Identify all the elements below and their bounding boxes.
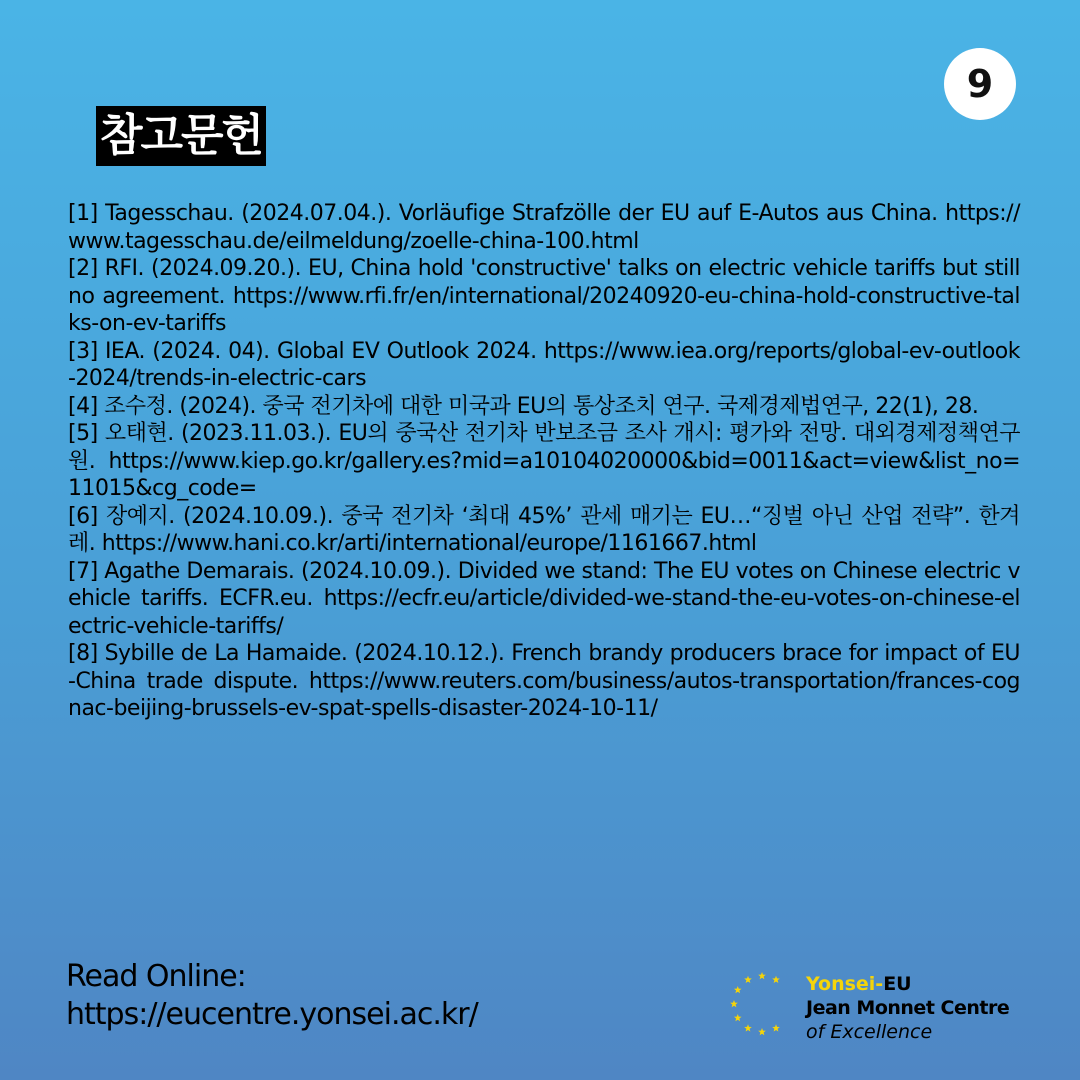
reference-text: [3] IEA. (2024. 04). Global EV Outlook 2024. [68,338,544,364]
page-title-box [96,106,266,166]
reference-item [68,338,1020,393]
eu-stars-icon [726,968,798,1040]
star-icon [772,1024,780,1031]
reference-list [68,200,1020,723]
reference-url[interactable]: https://ecfr.eu/article/divided-we-stand-the-eu-votes-on-chinese-electric-vehicle-tariffs/ [68,586,1020,639]
star-icon [772,976,780,983]
reference-url[interactable]: https://www.hani.co.kr/arti/international/europe/1161667.html [101,531,757,556]
logo-yonsei-text: Yonsei- [806,973,884,995]
reference-url[interactable]: https://www.kiep.go.kr/gallery.es?mid=a10104020000&bid=0011&act=view&list_no=11015&cg_code= [68,448,1020,501]
reference-text: [2] RFI. (2024.09.20.). EU, China hold 'constructive' talks on electric vehicle tariffs but still no agreement. [68,256,1020,309]
star-icon [734,986,742,993]
read-online-block [66,958,478,1034]
reference-url[interactable]: https://www.tagesschau.de/eilmeldung/zoelle-china-100.html [68,201,1020,254]
reference-url[interactable]: https://www.reuters.com/business/autos-transportation/frances-cognac-beijing-brussels-ev-spat-spells-disaster-2024-10-11/ [68,668,1020,721]
logo-line-yonsei-eu [806,972,1009,996]
logo-eu-text: EU [883,973,912,995]
yonsei-eu-logo [726,968,1046,1048]
reference-item [68,640,1020,723]
reference-item [68,558,1020,641]
reference-text: [7] Agathe Demarais. (2024.10.09.). Divided we stand: The EU votes on Chinese electric vehicle tariffs. ECFR.eu. [68,558,1020,611]
reference-text: [4] 조수정. (2024). 중국 전기차에 대한 미국과 EU의 통상조치 연구. 국제경제법연구, 22(1), 28. [68,393,979,419]
reference-url[interactable]: https://www.rfi.fr/en/international/20240920-eu-china-hold-constructive-talks-on-ev-tariffs [68,283,1020,336]
reference-item [68,393,1020,421]
read-online-label: Read Online: [66,959,246,994]
logo-line-excellence: of Excellence [806,1021,933,1043]
logo-line-jean-monnet: Jean Monnet Centre [806,997,1010,1019]
reference-item [68,503,1020,558]
star-icon [744,1024,752,1031]
star-icon [734,1014,742,1021]
read-online-link[interactable]: https://eucentre.yonsei.ac.kr/ [66,997,478,1032]
page-title: 참고문헌 [100,110,263,161]
page-number: 9 [966,62,994,106]
reference-item [68,255,1020,338]
reference-item [68,200,1020,255]
page-number-badge [944,48,1016,120]
reference-text: [1] Tagesschau. (2024.07.04.). Vorläufige Strafzölle der EU auf E-Autos aus China. [68,201,946,226]
star-icon [730,1000,738,1007]
star-icon [744,976,752,983]
star-icon [758,1028,766,1035]
reference-text: [6] 장예지. (2024.10.09.). 중국 전기차 ‘최대 45%’ 관세 매기는 EU…“징벌 아닌 산업 전략”. 한겨레. [68,503,1020,556]
reference-url[interactable]: https://www.iea.org/reports/global-ev-outlook-2024/trends-in-electric-cars [68,338,1020,391]
reference-text: [5] 오태현. (2023.11.03.). EU의 중국산 전기차 반보조금 조사 개시: 평가와 전망. 대외경제정책연구원. [68,421,1020,474]
reference-item [68,420,1020,503]
star-icon [758,972,766,979]
reference-text: [8] Sybille de La Hamaide. (2024.10.12.). French brandy producers brace for impact of EU-China trade dispute. [68,641,1020,694]
